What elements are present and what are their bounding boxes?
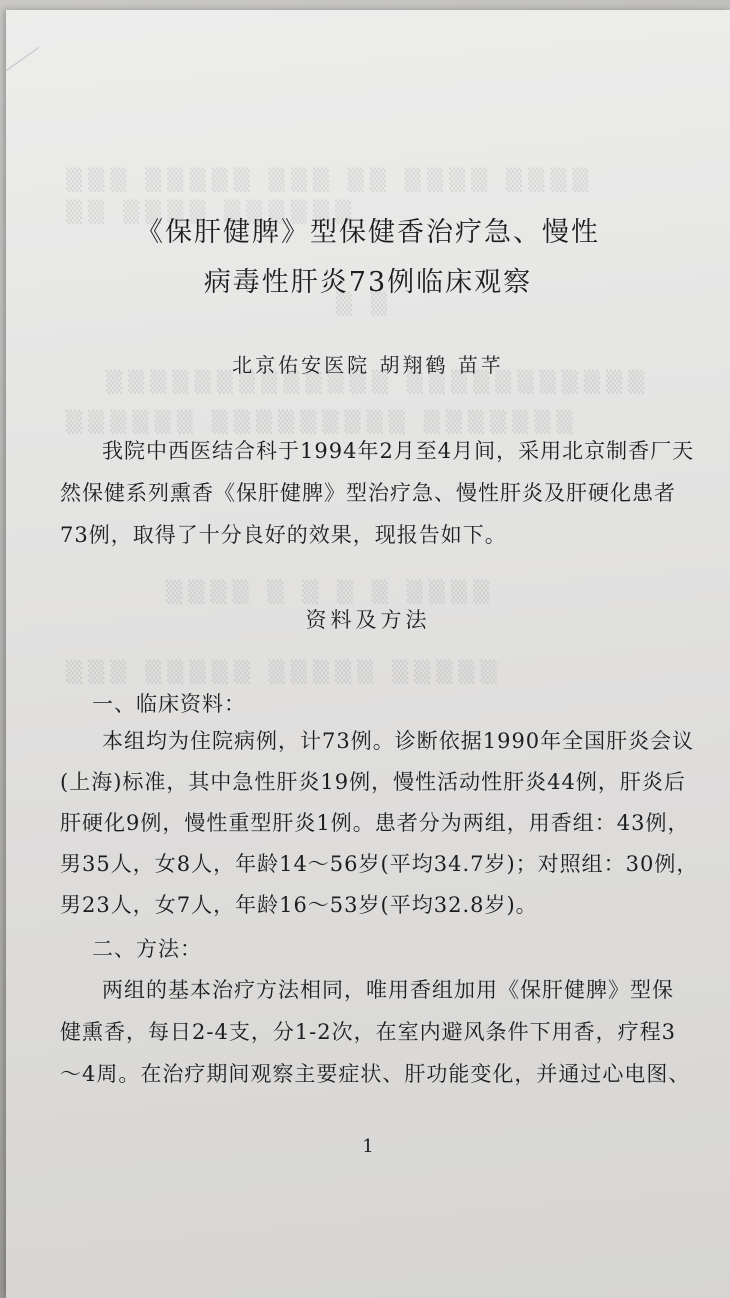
clinical-line: (上海)标准，其中急性肝炎19例，慢性活动性肝炎44例，肝炎后 (60, 770, 686, 794)
method-line: ～4周。在治疗期间观察主要症状、肝功能变化，并通过心电图、 (60, 1062, 691, 1086)
title-line-1: 《保肝健脾》型保健香治疗急、慢性 (136, 217, 600, 248)
intro-line: 然保健系列熏香《保肝健脾》型治疗急、慢性肝炎及肝硬化患者 (60, 481, 676, 505)
bleed-through-text: ▒▒▒ ▒▒▒▒▒ ▒▒▒ ▒▒ ▒▒▒▒ ▒▒▒▒ (66, 168, 595, 192)
bleed-through-text: ▒▒▒▒ ▒ ▒ ▒ ▒ ▒▒▒▒ (166, 580, 496, 604)
page-corner-edge (6, 47, 74, 120)
method-line: 健熏香，每日2-4支，分1-2次，在室内避风条件下用香，疗程3 (60, 1020, 676, 1044)
method-line: 两组的基本治疗方法相同，唯用香组加用《保肝健脾》型保 (102, 978, 674, 1002)
intro-line: 我院中西医结合科于1994年2月至4月间，采用北京制香厂天 (102, 439, 695, 463)
bleed-through-text: ▒▒ ▒▒▒▒ ▒▒▒▒▒▒ (66, 200, 358, 224)
bleed-through-text: ▒ ▒ (336, 292, 393, 316)
title-line-2: 病毒性肝炎73例临床观察 (203, 267, 533, 298)
clinical-line: 本组均为住院病例，计73例。诊断依据1990年全国肝炎会议 (102, 729, 695, 753)
clinical-line: 肝硬化9例，慢性重型肝炎1例。患者分为两组，用香组：43例， (60, 811, 690, 835)
method-heading: 二、方法： (92, 937, 202, 961)
authors: 北京佑安医院 胡翔鹤 苗芊 (232, 353, 504, 377)
clinical-line: 男23人，女7人，年龄16～53岁(平均32.8岁)。 (60, 893, 538, 917)
bleed-through-text: ▒▒▒ ▒▒▒▒▒ ▒▒▒▒▒ ▒▒▒▒▒ (66, 660, 503, 684)
clinical-heading: 一、临床资料： (92, 692, 246, 716)
page-number: 1 (362, 1136, 374, 1157)
clinical-line: 男35人，女8人，年龄14～56岁(平均34.7岁)；对照组：30例， (60, 852, 699, 876)
bleed-through-text: ▒▒▒▒▒▒ ▒▒▒▒▒▒▒▒▒ ▒▒▒▒▒▒▒ (66, 410, 579, 434)
intro-line: 73例，取得了十分良好的效果，现报告如下。 (60, 523, 507, 547)
section-title: 资料及方法 (305, 608, 431, 632)
document-page (6, 10, 730, 1298)
bleed-through-text: ▒▒▒▒▒▒▒▒▒▒▒▒▒ ▒▒▒▒▒▒▒▒▒▒▒ (106, 370, 651, 394)
